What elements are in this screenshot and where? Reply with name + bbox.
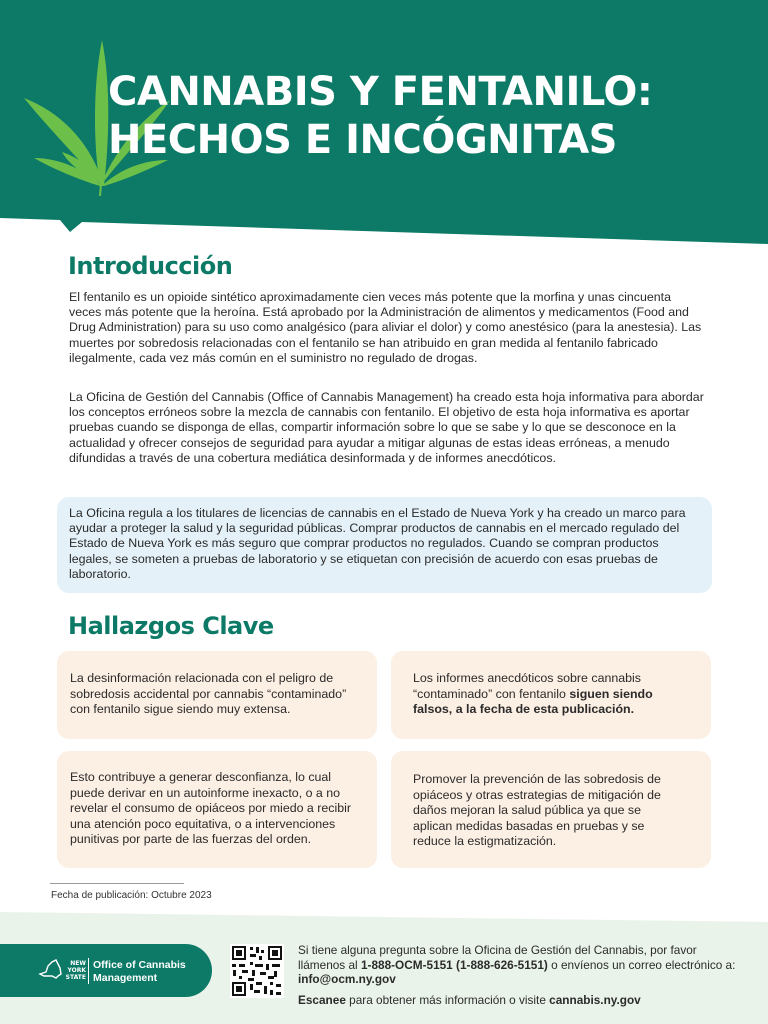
- qr-code-icon[interactable]: [230, 944, 284, 998]
- contact-text-2: o envíenos un correo electrónico a:: [547, 957, 736, 972]
- date-divider: [50, 883, 184, 884]
- scan-text: para obtener más información o visite: [345, 992, 550, 1007]
- title-line-2: HECHOS E INCÓGNITAS: [108, 117, 617, 163]
- finding-card-4-text: Promover la prevención de las sobredosis de opiáceos y otras estrategias de mitigación de daños mejoran la salud pública ya que se aplican medidas basadas en pruebas y se reduce la estigmatización.: [413, 772, 661, 849]
- finding-card-3-text: Esto contribuye a generar desconfianza, lo cual puede derivar en un autoinforme inexacto, o a no revelar el consumo de opiáceos por miedo a recibir una atención poco equitativa, o a intervenciones punitivas por parte de las fuerzas del orden.: [70, 770, 351, 847]
- ny-state-map-icon: [38, 956, 64, 982]
- contact-line: [298, 943, 738, 987]
- ny-word-new: NEW: [70, 960, 86, 967]
- ny-state-wordmark: [64, 960, 86, 981]
- website-link[interactable]: cannabis.ny.gov: [549, 992, 641, 1007]
- page-title: [108, 68, 652, 164]
- finding-card-2-text-regular: Los informes anecdóticos sobre cannabis “contaminado” con fentanilo: [413, 671, 641, 701]
- ny-word-state: STATE: [65, 974, 86, 981]
- title-line-1: CANNABIS Y FENTANILO:: [108, 69, 653, 115]
- footer-contact: [298, 943, 738, 1007]
- finding-card-3: [57, 751, 377, 868]
- info-callout: [57, 497, 712, 593]
- info-callout-text: La Oficina regula a los titulares de licencias de cannabis en el Estado de Nueva York y ha creado un marco para ayudar a proteger la salud y la seguridad públicas. Comprar productos de cannabis en el mercado regulado del Estado de Nueva York es más seguro que comprar productos no regulados. Cuando se compran productos legales, se someten a pruebas de laboratorio y se etiquetan con precisión de acuerdo con esas pruebas de laboratorio.: [69, 506, 686, 581]
- finding-card-4: [391, 751, 711, 868]
- ocm-line-1: Office of Cannabis: [93, 959, 186, 971]
- logo-divider: [88, 958, 89, 984]
- ocm-line-2: Management: [93, 971, 158, 984]
- intro-paragraph-2: La Oficina de Gestión del Cannabis (Office of Cannabis Management) ha creado esta hoja informativa para abordar los conceptos erróneos sobre la mezcla de cannabis con fentanilo. El objetivo de esta hoja informativa es aportar pruebas cuando se disponga de ellas, compartir información sobre lo que se sabe y lo que se desconoce en la actualidad y ofrecer consejos de seguridad para ayudar a mitigar algunas de estas ideas erróneas, a menudo difundidas a través de una cobertura mediática desinformada y de informes anecdóticos.: [69, 390, 704, 465]
- finding-card-1-text: La desinformación relacionada con el peligro de sobredosis accidental por cannabis “contaminado” con fentanilo sigue siendo muy extensa.: [70, 671, 347, 717]
- contact-text-1: Si tiene alguna pregunta sobre la Oficina de Gestión del Cannabis, por favor llámenos al: [298, 943, 697, 972]
- scan-label: Escanee: [298, 992, 346, 1007]
- finding-card-2: [391, 651, 711, 739]
- intro-heading: Introducción: [68, 252, 233, 280]
- contact-email-link[interactable]: info@ocm.ny.gov: [298, 972, 396, 986]
- findings-heading: Hallazgos Clave: [68, 612, 274, 640]
- finding-card-1: [57, 651, 377, 739]
- scan-line: [298, 993, 738, 1008]
- header-banner: [0, 0, 768, 250]
- finding-card-2-text: [413, 671, 683, 718]
- ocm-wordmark: [93, 959, 186, 984]
- contact-phone[interactable]: 1-888-OCM-5151 (1-888-626-5151): [360, 957, 548, 972]
- publication-date: Fecha de publicación: Octubre 2023: [51, 890, 212, 901]
- intro-paragraph-1: El fentanilo es un opioide sintético aproximadamente cien veces más potente que la morfina y unas cincuenta veces más potente que la heroína. Está aprobado por la Administración de alimentos y medicamentos (Food and Drug Administration) para su uso como analgésico (para aliviar el dolor) y como anestésico (para la anestesia). Las muertes por sobredosis relacionadas con el fentanilo se han atribuido en gran medida al fentanilo fabricado ilegalmente, cada vez más común en el suministro no regulado de drogas.: [69, 290, 702, 365]
- ny-word-york: YORK: [67, 967, 86, 974]
- finding-card-2-text-bold: siguen siendo falsos, a la fecha de esta publicación.: [413, 686, 653, 717]
